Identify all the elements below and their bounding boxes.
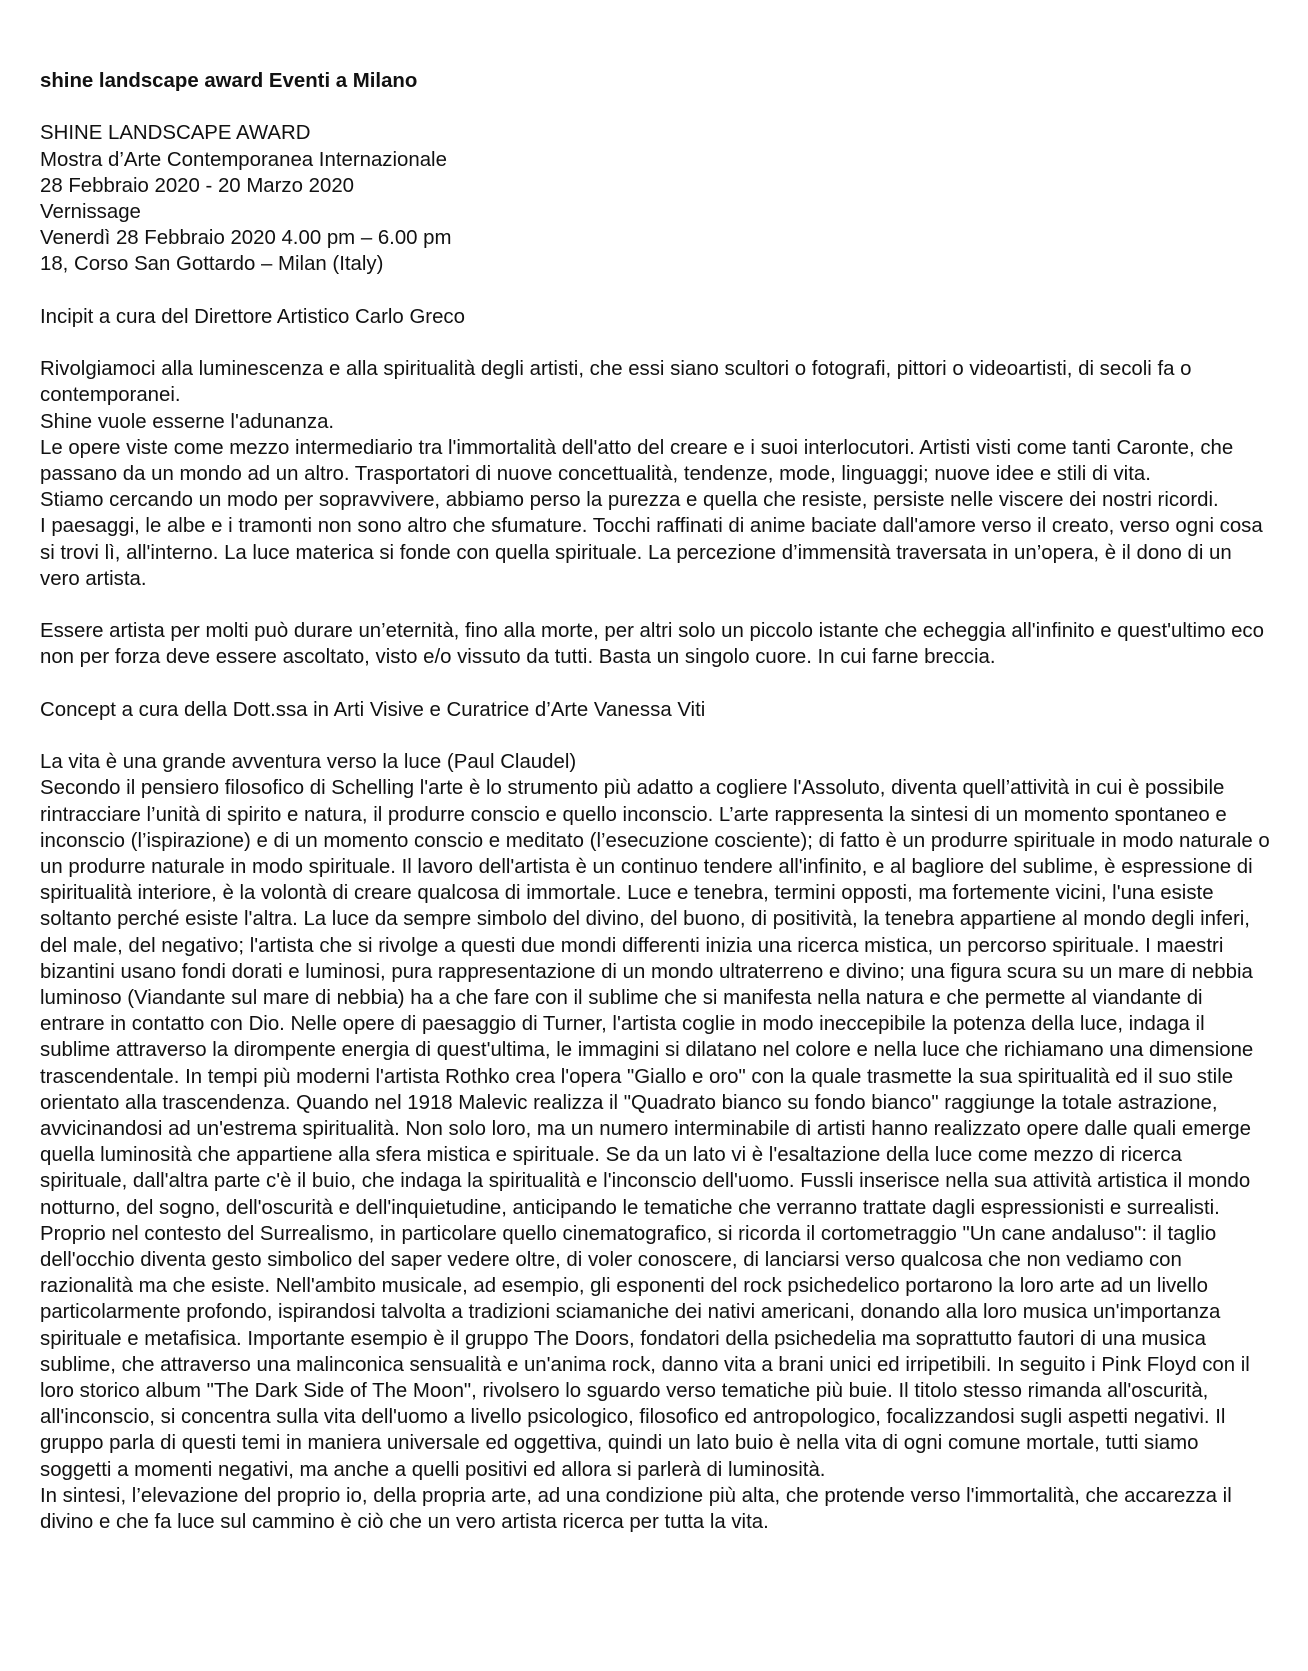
concept-heading: Concept a cura della Dott.ssa in Arti Visive e Curatrice d’Arte Vanessa Viti [40, 698, 706, 721]
event-address: 18, Corso San Gottardo – Milan (Italy) [40, 253, 384, 276]
incipit-paragraph: Rivolgiamoci alla luminescenza e alla spiritualità degli artisti, che essi siano scultori o fotografi, pittori o videoartisti, di secoli fa o contemporanei. [40, 358, 1192, 407]
document-title: shine landscape award Eventi a Milano [40, 70, 418, 92]
incipit-paragraph: I paesaggi, le albe e i tramonti non sono altro che sfumature. Tocchi raffinati di anime baciate dall'amore verso il creato, verso ogni cosa si trovi lì, all'interno. La luce materica si fonde con quella spirituale. La percezione d’immensità traversata in un’opera, è il dono di un vero artista. [40, 515, 1263, 590]
incipit-closing: Essere artista per molti può durare un’eternità, fino alla morte, per altri solo un piccolo istante che echeggia all'infinito e quest'ultimo eco non per forza deve essere ascoltato, visto e/o vissuto da tutti. Basta un singolo cuore. In cui farne breccia. [40, 620, 1264, 669]
concept-conclusion: In sintesi, l’elevazione del proprio io, della propria arte, ad una condizione più alta, che protende verso l'immortalità, che accarezza il divino e che fa luce sul cammino è ciò che un vero artista ricerca per tutta la vita. [40, 1484, 1232, 1534]
concept-block [40, 749, 1272, 1535]
event-info-block [40, 120, 1272, 277]
document-body [40, 68, 1272, 1535]
event-subtitle: Mostra d’Arte Contemporanea Internazionale [40, 148, 447, 171]
incipit-heading: Incipit a cura del Direttore Artistico Carlo Greco [40, 305, 465, 328]
concept-quote: La vita è una grande avventura verso la luce (Paul Claudel) [40, 751, 577, 774]
event-dates: 28 Febbraio 2020 - 20 Marzo 2020 [40, 174, 354, 197]
vernissage-label: Vernissage [40, 201, 141, 223]
concept-body: Secondo il pensiero filosofico di Schelling l'arte è lo strumento più adatto a cogliere l'Assoluto, diventa quell’attività in cui è possibile rintracciare l’unità di spirito e natura, il produrre conscio e quello inconscio. L’arte rappresenta la sintesi di un momento spontaneo e inconscio (l’ispirazione) e di un momento conscio e meditato (l’esecuzione cosciente); di fatto è un produrre spirituale in modo naturale o un produrre naturale in modo spirituale. Il lavoro dell'artista è un continuo tendere all'infinito, e al bagliore del sublime, è espressione di spiritualità interiore, è la volontà di creare qualcosa di immortale. Luce e tenebra, termini opposti, ma fortemente vicini, l'una esiste soltanto perché esiste l'altra. La luce da sempre simbolo del divino, del buono, di positività, la tenebra appartiene al mondo degli inferi, del male, del negativo; l'artista che si rivolge a questi due mondi differenti inizia una ricerca mistica, un percorso spirituale. I maestri bizantini usano fondi dorati e luminosi, pura rappresentazione di un mondo ultraterreno e divino; una figura scura su un mare di nebbia luminoso (Viandante sul mare di nebbia) ha a che fare con il sublime che si manifesta nella natura e che permette al viandante di entrare in contatto con Dio. Nelle opere di paesaggio di Turner, l'artista coglie in modo ineccepibile la potenza della luce, indaga il sublime attraverso la dirompente energia di quest'ultima, le immagini si dilatano nel colore e nella luce che richiamano una dimensione trascendentale. In tempi più moderni l'artista Rothko crea l'opera "Giallo e oro" con la quale trasmette la sua spiritualità ed il suo stile orientato alla trascendenza. Quando nel 1918 Malevic realizza il "Quadrato bianco su fondo bianco" raggiunge la totale astrazione, avvicinandosi ad un'estrema spiritualità. Non solo loro, ma un numero interminabile di artisti hanno realizzato opere dalle quali emerge quella luminosità che appartiene alla sfera mistica e spirituale. Se da un lato vi è l'esaltazione della luce come mezzo di ricerca spirituale, dall'altra parte c'è il buio, che indaga la spiritualità e l'inconscio dell'uomo. Fussli inserisce nella sua attività artistica il mondo notturno, del sogno, dell'oscurità e dell'inquietudine, anticipando le tematiche che verranno trattate dagli espressionisti e surrealisti. Proprio nel contesto del Surrealismo, in particolare quello cinematografico, si ricorda il cortometraggio "Un cane andaluso": il taglio dell'occhio diventa gesto simbolico del saper vedere oltre, di voler conoscere, di lanciarsi verso qualcosa che non vediamo con razionalità ma che esiste. Nell'ambito musicale, ad esempio, gli esponenti del rock psichedelico portarono la loro arte ad un livello particolarmente profondo, ispirandosi talvolta a tradizioni sciamaniche dei nativi americani, donando alla loro musica un'importanza spirituale e metafisica. Importante esempio è il gruppo The Doors, fondatori della psichedelia ma soprattutto fautori di una musica sublime, che attraverso una malinconica sensualità e un'anima rock, danno vita a brani unici ed irripetibili. In seguito i Pink Floyd con il loro storico album "The Dark Side of The Moon", rivolsero lo sguardo verso tematiche più buie. Il titolo stesso rimanda all'oscurità, all'inconscio, si concentra sulla vita dell'uomo a livello psicologico, filosofico ed antropologico, focalizzandosi sugli aspetti negativi. Il gruppo parla di questi temi in maniera universale ed oggettiva, quindi un lato buio è nella vita di ogni comune mortale, tutti siamo soggetti a momenti negativi, ma anche a quelli positivi ed allora si parlerà di luminosità. [40, 777, 1270, 1481]
incipit-paragraph: Shine vuole esserne l'adunanza. [40, 410, 335, 433]
incipit-paragraph: Stiamo cercando un modo per sopravvivere, abbiamo perso la purezza e quella che resiste, persiste nelle viscere dei nostri ricordi. [40, 489, 1219, 512]
incipit-block [40, 356, 1272, 592]
event-name: SHINE LANDSCAPE AWARD [40, 122, 311, 145]
vernissage-datetime: Venerdì 28 Febbraio 2020 4.00 pm – 6.00 pm [40, 227, 452, 250]
incipit-paragraph: Le opere viste come mezzo intermediario tra l'immortalità dell'atto del creare e i suoi interlocutori. Artisti visti come tanti Caronte, che passano da un mondo ad un altro. Trasportatori di nuove concettualità, tendenze, mode, linguaggi; nuove idee e stili di vita. [40, 436, 1234, 485]
